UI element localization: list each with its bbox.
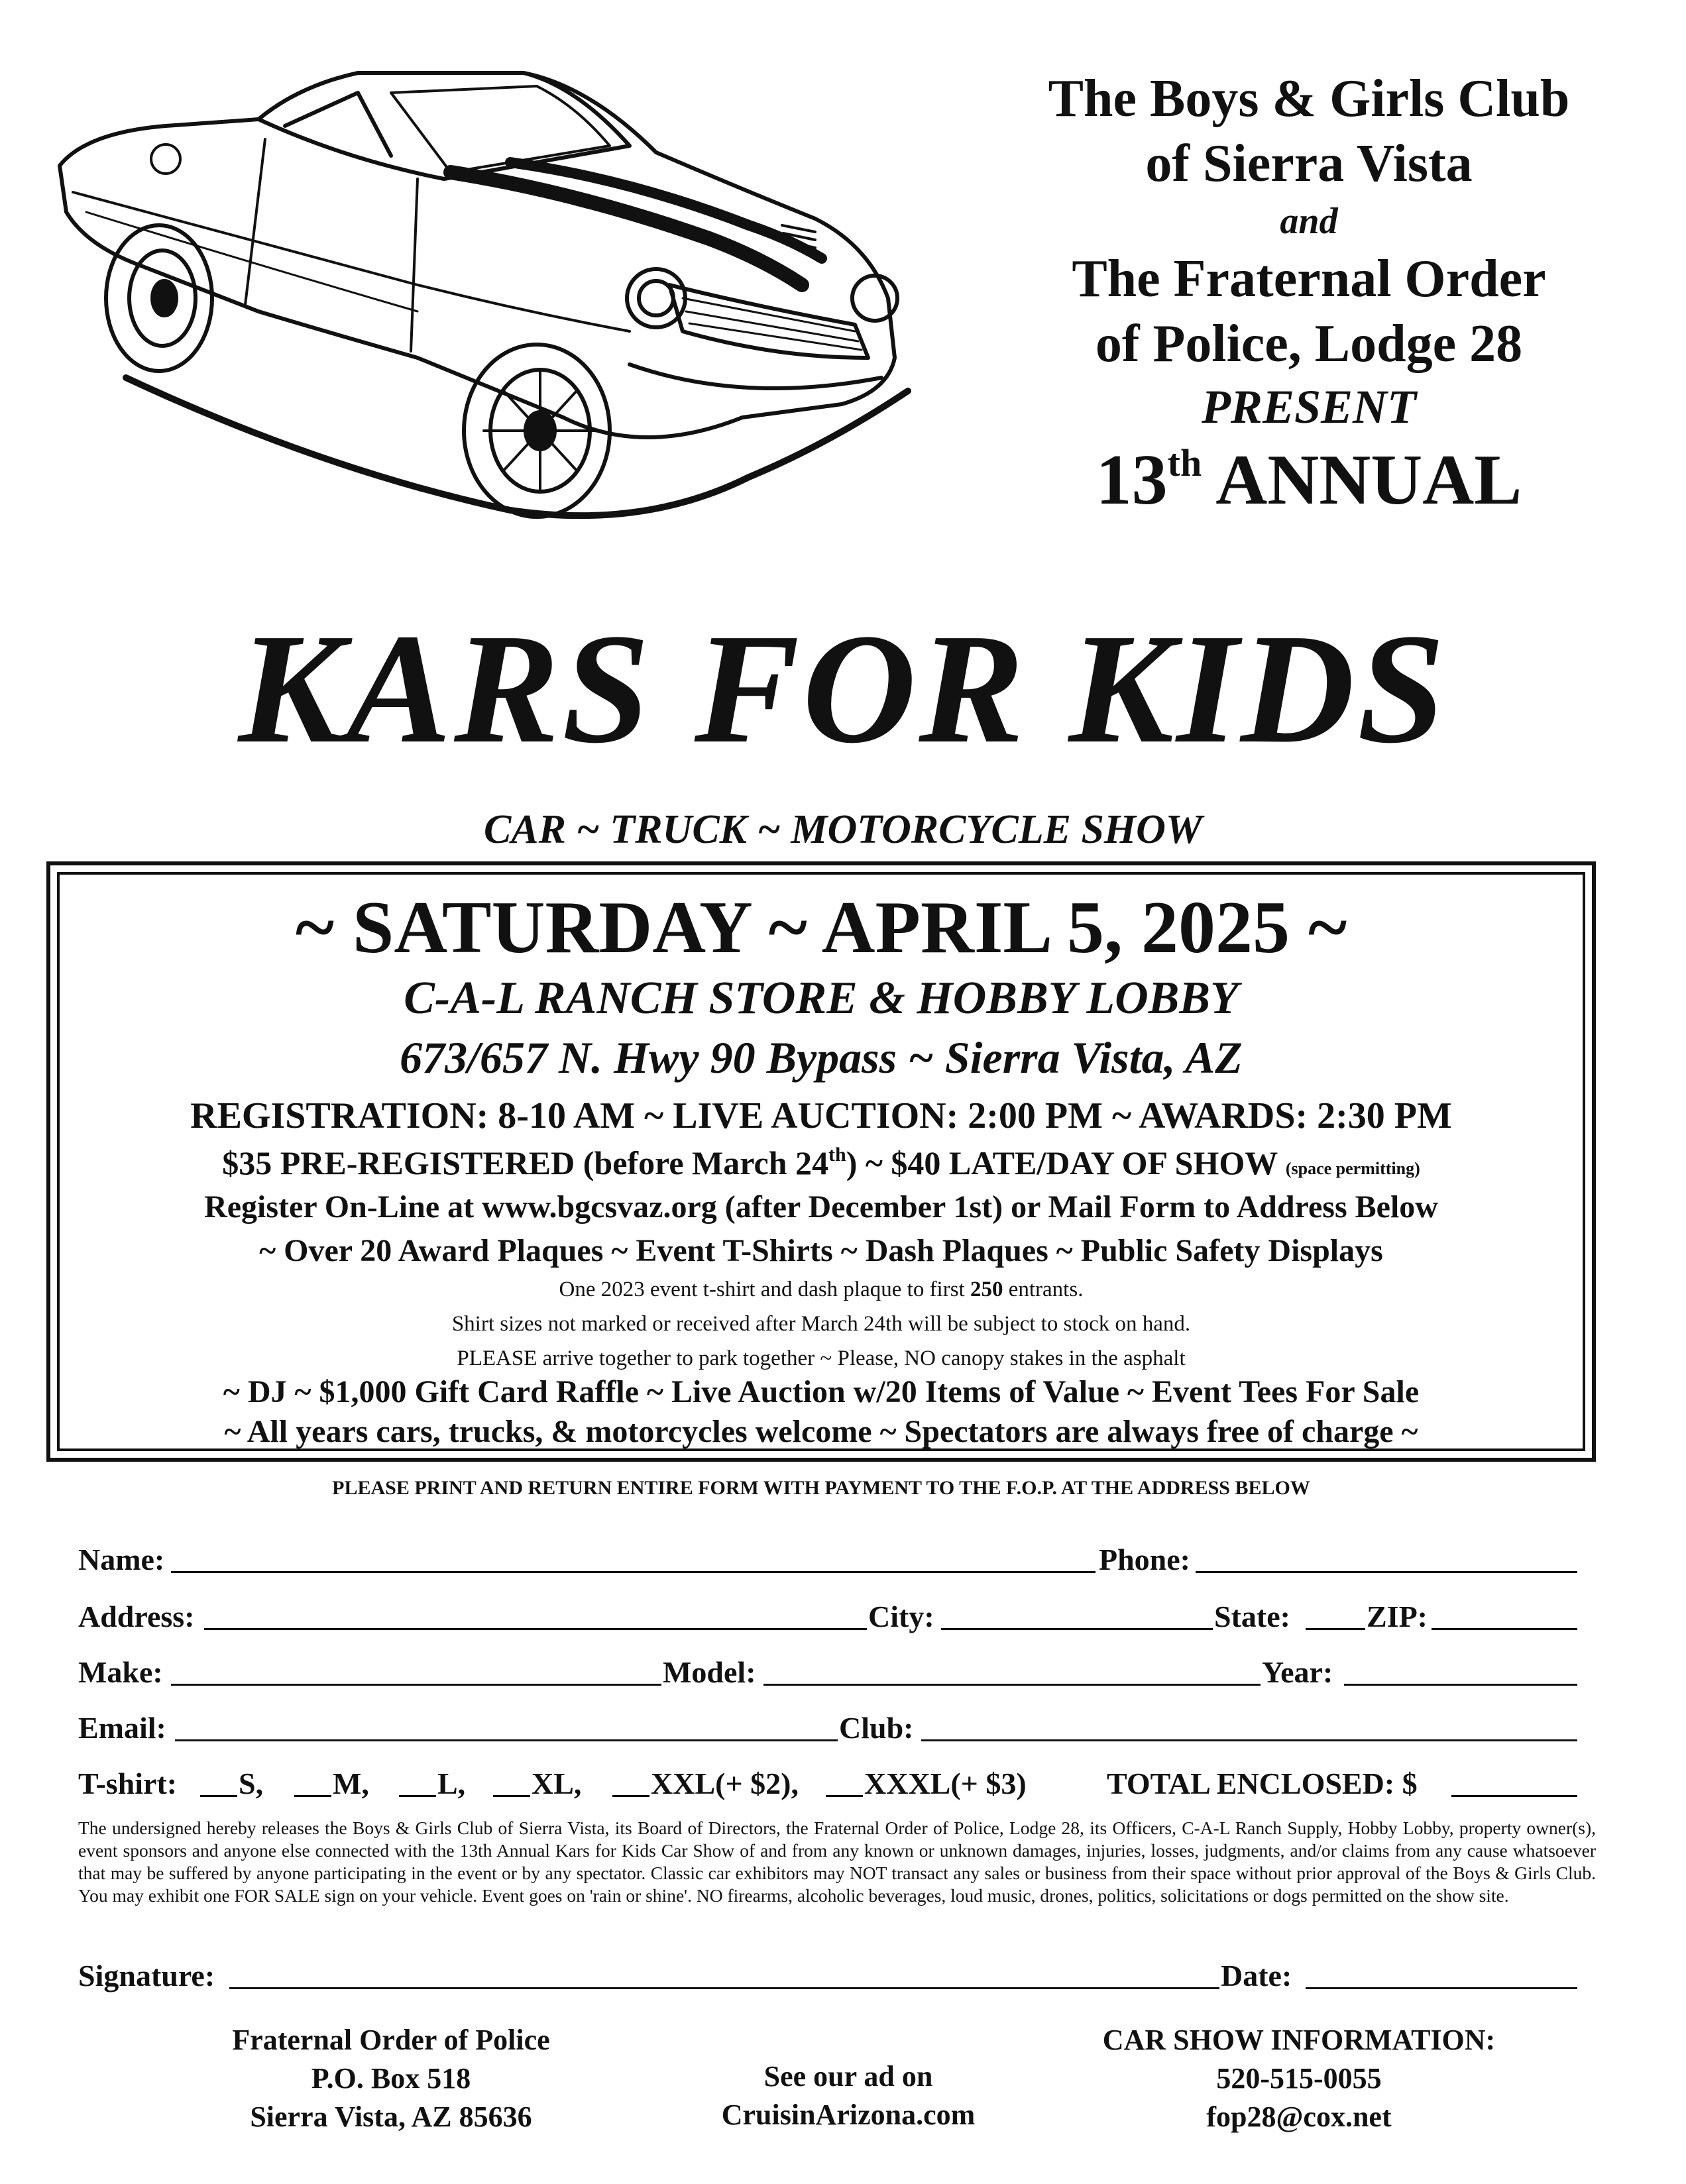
size-m-field[interactable] [294,1795,331,1797]
size-xxl-field[interactable] [612,1795,649,1797]
show-subtitle: CAR ~ TRUCK ~ MOTORCYCLE SHOW [483,807,1203,852]
ad-line1: See our ad on [763,2060,933,2093]
year-field[interactable] [1344,1684,1577,1686]
shirt-note-post: entrants. [1003,1278,1084,1301]
club-label: Club: [839,1711,914,1745]
ad-reference [663,2057,1034,2134]
welcome-line: ~ All years cars, trucks, & motorcycles welcome ~ Spectators are always free of charge ~ [224,1414,1418,1449]
org2-line1: The Fraternal Order [1072,250,1546,308]
and-word: and [1280,201,1338,242]
club-field[interactable] [921,1739,1577,1741]
mailing-address [186,2021,596,2136]
date-field[interactable] [1306,1987,1577,1989]
fop-name: Fraternal Order of Police [232,2024,550,2056]
present-word: PRESENT [1201,380,1417,433]
event-extras: ~ DJ ~ $1,000 Gift Card Raffle ~ Live Auction w/20 Items of Value ~ Event Tees For Sale [223,1374,1420,1409]
shirt-note [46,1272,1596,1307]
ad-website: CruisinArizona.com [721,2099,976,2131]
price-part2: ) ~ $40 LATE/DAY OF SHOW [846,1144,1286,1181]
shirt-note-count: 250 [970,1278,1003,1301]
total-enclosed-field[interactable] [1451,1795,1577,1797]
phone-label: Phone: [1099,1543,1190,1576]
size-xl-label: XL, [532,1767,582,1800]
muscle-car-illustration [46,46,961,550]
size-xxl-label: XXL(+ $2), [651,1767,799,1800]
phone-field[interactable] [1196,1571,1577,1573]
zip-field[interactable] [1432,1628,1577,1630]
event-address: 673/657 N. Hwy 90 Bypass ~ Sierra Vista, AZ [400,1032,1243,1083]
tshirt-label: T-shirt: [78,1767,178,1800]
awards-list: ~ Over 20 Award Plaques ~ Event T-Shirts ~ Dash Plaques ~ Public Safety Displays [259,1233,1383,1268]
print-instruction: PLEASE PRINT AND RETURN ENTIRE FORM WITH PAYMENT TO THE F.O.P. AT THE ADDRESS BELOW [332,1477,1310,1499]
price-note: (space permitting) [1285,1159,1420,1178]
address-label: Address: [78,1600,195,1633]
size-m-label: M, [333,1767,369,1800]
size-xxxl-label: XXXL(+ $3) [864,1767,1027,1800]
parking-note: PLEASE arrive together to park together ~ Please, NO canopy stakes in the asphalt [457,1346,1186,1370]
annual-heading [961,437,1657,523]
form-row-name [78,1539,1577,1578]
event-title: KARS FOR KIDS [238,602,1448,776]
name-label: Name: [78,1543,165,1576]
fop-city: Sierra Vista, AZ 85636 [250,2101,532,2133]
make-field[interactable] [171,1684,661,1686]
annual-number: 13 [1096,441,1168,519]
size-s-field[interactable] [200,1795,237,1797]
size-s-label: S, [239,1767,264,1800]
total-enclosed-label: TOTAL ENCLOSED: $ [1107,1767,1418,1800]
contact-title: CAR SHOW INFORMATION: [1102,2024,1496,2056]
event-date: ~ SATURDAY ~ APRIL 5, 2025 ~ [295,887,1347,969]
address-field[interactable] [204,1628,867,1630]
size-l-field[interactable] [399,1795,436,1797]
presenters-block [961,66,1657,523]
name-field[interactable] [171,1571,1096,1573]
register-instructions: Register On-Line at www.bgcsvaz.org (after December 1st) or Mail Form to Address Below [204,1189,1438,1225]
car-show-contact [1047,2021,1551,2136]
form-row-vehicle [78,1651,1577,1691]
form-row-email [78,1707,1577,1747]
price-sup: th [828,1144,846,1166]
form-row-address [78,1596,1577,1635]
annual-word: ANNUAL [1215,441,1522,519]
size-l-label: L, [437,1767,466,1800]
annual-suffix: th [1167,441,1202,484]
year-label: Year: [1262,1655,1333,1689]
org1-line1: The Boys & Girls Club [1048,70,1570,128]
shirt-note-pre: One 2023 event t-shirt and dash plaque to first [559,1278,970,1301]
date-label: Date: [1221,1959,1292,1993]
fop-po-box: P.O. Box 518 [311,2062,471,2095]
contact-phone: 520-515-0055 [1216,2062,1382,2095]
event-venue: C-A-L RANCH STORE & HOBBY LOBBY [404,973,1239,1024]
price-part1: $35 PRE-REGISTERED (before March 24 [222,1144,829,1181]
event-schedule: REGISTRATION: 8-10 AM ~ LIVE AUCTION: 2:00 PM ~ AWARDS: 2:30 PM [190,1095,1452,1136]
org1-line2: of Sierra Vista [1145,135,1473,193]
size-xxxl-field[interactable] [826,1795,863,1797]
city-label: City: [868,1600,934,1633]
city-field[interactable] [941,1628,1213,1630]
size-note: Shirt sizes not marked or received after March 24th will be subject to stock on hand. [451,1312,1191,1336]
state-field[interactable] [1306,1628,1365,1630]
form-row-tshirt [78,1763,1577,1802]
signature-label: Signature: [78,1959,215,1993]
org2-line2: of Police, Lodge 28 [1095,315,1523,373]
contact-email: fop28@cox.net [1206,2101,1392,2133]
model-label: Model: [663,1655,756,1689]
state-label: State: [1214,1600,1290,1633]
model-field[interactable] [763,1684,1261,1686]
zip-label: ZIP: [1367,1600,1428,1633]
size-xl-field[interactable] [493,1795,530,1797]
liability-release: The undersigned hereby releases the Boys & Girls Club of Sierra Vista, its Board of Directors, the Fraternal Order of Police, Lodge 28, its Officers, C-A-L Ranch Supply, Hobby Lobby, property owner(s), event sponsors and anyone else connected with the 13th Annual Kars for Kids Car Show of and from any known or unknown damages, injuries, losses, judgments, and/or claims from any cause whatsoever that may be suffered by anyone participating in the event or by any spectator. Classic car exhibitors may NOT transact any sales or business from their space without prior approval of the Boys & Girls Club. You may exhibit one FOR SALE sign on your vehicle. Event goes on 'rain or shine'. NO firearms, alcoholic beverages, loud music, drones, politics, solicitations or dogs permitted on the show site. [78,1818,1596,1906]
email-label: Email: [78,1711,166,1745]
signature-field[interactable] [229,1987,1219,1989]
email-field[interactable] [175,1739,838,1741]
event-pricing [46,1141,1596,1191]
form-row-signature [78,1955,1577,1994]
make-label: Make: [78,1655,163,1689]
